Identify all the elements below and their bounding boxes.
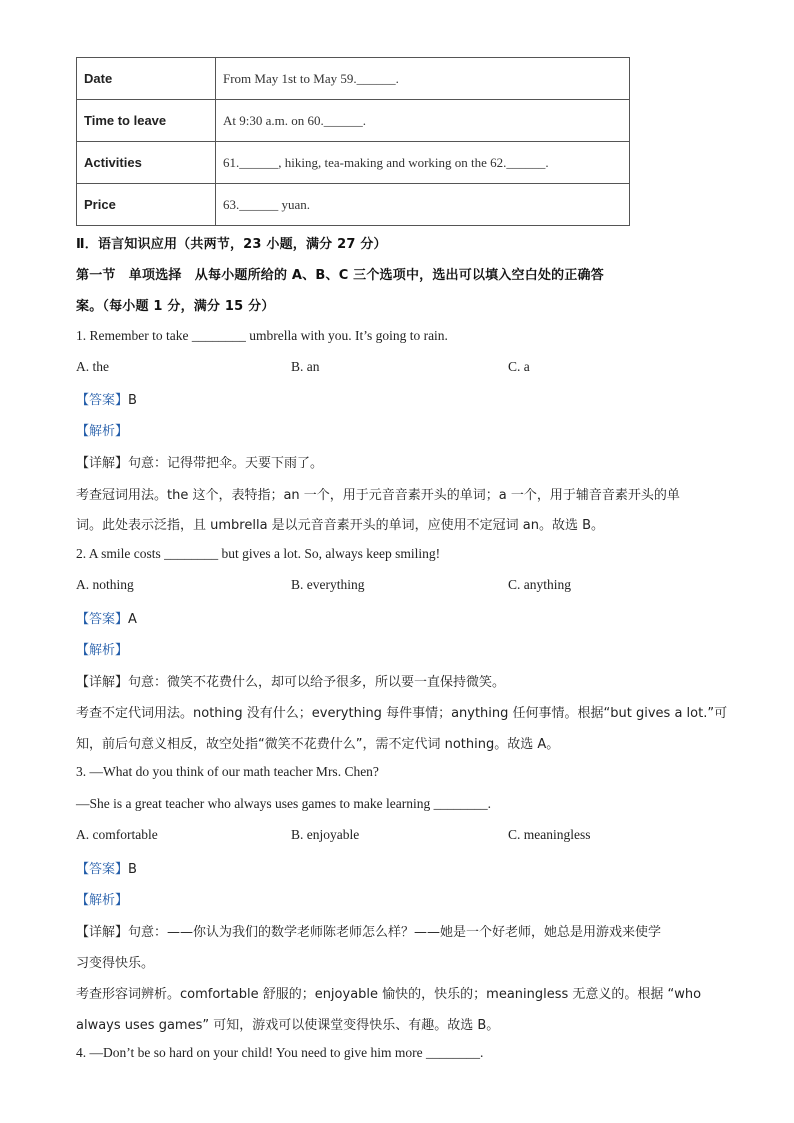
detail-text: 句意：微笑不花费什么，却可以给予很多，所以要一直保持微笑。 xyxy=(128,675,506,690)
q3-option-a: A. comfortable xyxy=(76,827,158,842)
q1-answer xyxy=(76,389,137,408)
q1-stem: 1. Remember to take ________ umbrella with you. It’s going to rain. xyxy=(76,328,448,343)
q3-option-c: C. meaningless xyxy=(508,827,591,842)
q3-stem-2: —She is a great teacher who always uses games to make learning ________. xyxy=(76,796,492,811)
row-value-price: 63.______ yuan. xyxy=(216,184,630,226)
row-value-activities: 61.______, hiking, tea-making and working on the 62.______. xyxy=(216,142,630,184)
q1-explanation-1: 考查冠词用法。the 这个，表特指；an 一个，用于元音音素开头的单词；a 一个，用于辅音音素开头的单 xyxy=(76,488,680,503)
q2-explanation-1: 考查不定代词用法。nothing 没有什么；everything 每件事情；anything 任何事情。根据“but gives a lot.”可 xyxy=(76,706,728,721)
q2-answer xyxy=(76,608,137,627)
q1-option-c: C. a xyxy=(508,359,530,374)
q3-stem-1: 3. —What do you think of our math teacher Mrs. Chen? xyxy=(76,764,379,779)
detail-text: 句意：记得带把伞。天要下雨了。 xyxy=(128,456,324,471)
row-label-activities: Activities xyxy=(77,142,216,184)
detail-text: 句意：——你认为我们的数学老师陈老师怎么样？——她是一个好老师，她总是用游戏来使学 xyxy=(128,925,662,940)
q3-explanation-1: 考查形容词辨析。comfortable 舒服的；enjoyable 愉快的，快乐的；meaningless 无意义的。根据 “who xyxy=(76,987,702,1002)
q3-answer xyxy=(76,858,137,877)
q3-option-b: B. enjoyable xyxy=(291,827,360,842)
answer-value: A xyxy=(128,612,137,627)
q1-explanation-2: 词。此处表示泛指，且 umbrella 是以元音音素开头的单词，应使用不定冠词 an。故选 B。 xyxy=(76,518,605,533)
section-subtitle-2: 案。（每小题 1 分，满分 15 分） xyxy=(76,299,275,314)
q2-explanation-2: 知，前后句意义相反，故空处指“微笑不花费什么”，需不定代词 nothing。故选 A。 xyxy=(76,737,560,752)
q1-detail xyxy=(76,452,323,471)
trip-info-table xyxy=(76,57,630,226)
table-row xyxy=(77,142,630,184)
q4-stem: 4. —Don’t be so hard on your child! You need to give him more ________. xyxy=(76,1045,484,1060)
table-row xyxy=(77,184,630,226)
q2-stem: 2. A smile costs ________ but gives a lot. So, always keep smiling! xyxy=(76,546,441,561)
q1-option-a: A. the xyxy=(76,359,109,374)
q3-detail-cont: 习变得快乐。 xyxy=(76,956,155,971)
section-title: Ⅱ．语言知识应用（共两节，23 小题，满分 27 分） xyxy=(76,237,387,252)
row-label-time: Time to leave xyxy=(77,100,216,142)
row-value-time: At 9:30 a.m. on 60.______. xyxy=(216,100,630,142)
table-row xyxy=(77,58,630,100)
q3-analysis-tag: 【解析】 xyxy=(76,893,129,908)
q1-option-b: B. an xyxy=(291,359,320,374)
table-row xyxy=(77,100,630,142)
answer-tag: 【答案】 xyxy=(76,612,129,627)
q2-option-a: A. nothing xyxy=(76,577,134,592)
row-label-price: Price xyxy=(77,184,216,226)
q2-detail xyxy=(76,671,505,690)
q3-detail xyxy=(76,921,661,940)
detail-tag: 【详解】 xyxy=(76,925,129,940)
row-value-date: From May 1st to May 59.______. xyxy=(216,58,630,100)
section-subtitle-1: 第一节 单项选择 从每小题所给的 A、B、C 三个选项中，选出可以填入空白处的正确答 xyxy=(76,268,604,283)
q2-analysis-tag: 【解析】 xyxy=(76,643,129,658)
detail-tag: 【详解】 xyxy=(76,675,129,690)
answer-value: B xyxy=(128,393,137,408)
answer-value: B xyxy=(128,862,137,877)
q2-option-c: C. anything xyxy=(508,577,571,592)
q1-analysis-tag: 【解析】 xyxy=(76,424,129,439)
row-label-date: Date xyxy=(77,58,216,100)
answer-tag: 【答案】 xyxy=(76,862,129,877)
q2-option-b: B. everything xyxy=(291,577,365,592)
q3-explanation-2: always uses games” 可知，游戏可以使课堂变得快乐、有趣。故选 B。 xyxy=(76,1018,500,1033)
detail-tag: 【详解】 xyxy=(76,456,129,471)
answer-tag: 【答案】 xyxy=(76,393,129,408)
